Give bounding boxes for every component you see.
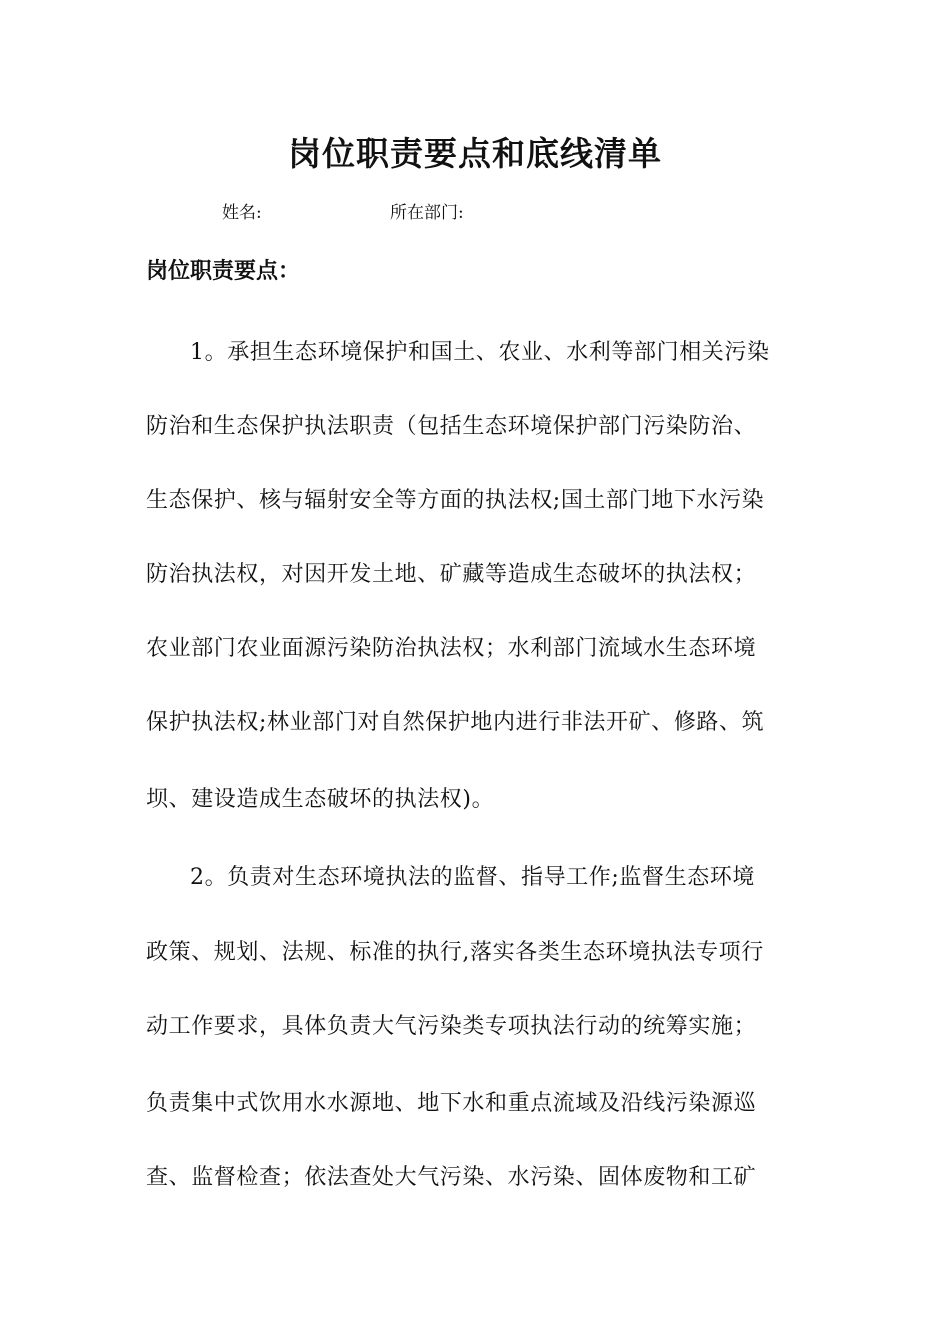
body-line: 2。负责对生态环境执法的监督、指导工作;监督生态环境 <box>190 865 756 890</box>
body-line: 坝、建设造成生态破坏的执法权)。 <box>146 787 495 812</box>
department-label: 所在部门: <box>390 203 464 223</box>
body-line: 负责集中式饮用水水源地、地下水和重点流域及沿线污染源巡 <box>146 1091 757 1116</box>
body-line: 农业部门农业面源污染防治执法权；水利部门流域水生态环境 <box>146 636 757 661</box>
document-title: 岗位职责要点和底线清单 <box>288 134 662 173</box>
body-line: 政策、规划、法规、标准的执行,落实各类生态环境执法专项行 <box>146 940 764 965</box>
body-line: 动工作要求，具体负责大气污染类专项执法行动的统筹实施； <box>146 1014 757 1039</box>
body-line: 1。承担生态环境保护和国土、农业、水利等部门相关污染 <box>190 340 770 365</box>
body-line: 查、监督检查；依法查处大气污染、水污染、固体废物和工矿 <box>146 1165 757 1190</box>
name-label: 姓名: <box>222 203 262 223</box>
body-line: 防治和生态保护执法职责（包括生态环境保护部门污染防治、 <box>146 414 757 439</box>
body-line: 保护执法权;林业部门对自然保护地内进行非法开矿、修路、筑 <box>146 710 765 735</box>
body-line: 防治执法权，对因开发土地、矿藏等造成生态破坏的执法权； <box>146 562 757 587</box>
body-line: 生态保护、核与辐射安全等方面的执法权;国土部门地下水污染 <box>146 488 765 513</box>
section-heading: 岗位职责要点： <box>146 259 301 284</box>
